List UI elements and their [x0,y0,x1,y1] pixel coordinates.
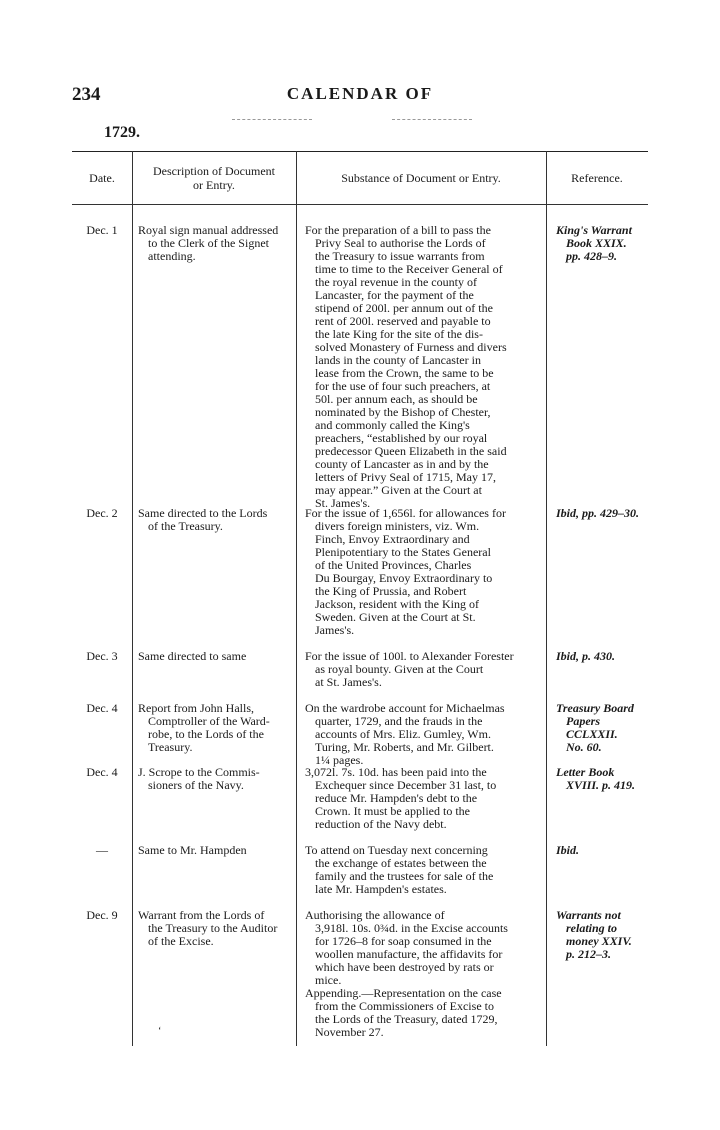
substance-line: reduction of the Navy debt. [315,817,447,831]
reference-line: pp. 428–9. [566,249,617,263]
entry-description [132,844,296,857]
substance-line: Sweden. Given at the Court at St. [315,610,476,624]
substance-line: To attend on Tuesday next concerning [305,843,488,857]
substance-line: 50l. per annum each, as should be [315,392,478,406]
substance-line: the King of Prussia, and Robert [315,584,467,598]
entry-reference [556,650,648,663]
substance-line: lease from the Crown, the same to be [315,366,494,380]
description-line: Same directed to same [138,649,247,663]
entry-date: Dec. 4 [86,701,118,715]
reference-line: CCLXXII. [566,727,618,741]
entry-date: Dec. 1 [86,223,118,237]
entry-substance [305,702,541,767]
substance-line: as royal bounty. Given at the Court [315,662,484,676]
substance-line: the late King for the site of the dis- [315,327,483,341]
column-header-substance: Substance of Document or Entry. [341,170,501,185]
substance-line: letters of Privy Seal of 1715, May 17, [315,470,496,484]
entry-description [132,909,296,948]
substance-line: which have been destroyed by rats or [315,960,494,974]
substance-line: from the Commissioners of Excise to [315,999,494,1013]
description-line: robe, to the Lords of the [148,727,264,741]
entry-substance [305,909,541,1039]
entry-date: Dec. 9 [86,908,118,922]
substance-line: For the issue of 1,656l. for allowances for [305,506,506,520]
substance-line: the Treasury to issue warrants from [315,249,485,263]
substance-line: Exchequer since December 31 last, to [315,778,497,792]
substance-line: Du Bourgay, Envoy Extraordinary to [315,571,493,585]
description-line: Comptroller of the Ward- [148,714,270,728]
substance-line: reduce Mr. Hampden's debt to the [315,791,478,805]
reference-line: Treasury Board [556,701,634,715]
entry-substance [305,507,541,637]
description-line: Treasury. [148,740,193,754]
substance-line: time to time to the Receiver General of [315,262,503,276]
substance-line: 1¼ pages. [315,753,364,767]
substance-line: quarter, 1729, and the frauds in the [315,714,483,728]
entry-description [132,507,296,533]
margin-mark: ‘ [158,1026,162,1037]
reference-line: Ibid, pp. 429–30. [556,506,640,520]
substance-line: stipend of 200l. per annum out of the [315,301,493,315]
entry-reference [556,766,648,792]
substance-line: solved Monastery of Furness and divers [315,340,507,354]
reference-line: Book XXIX. [566,236,627,250]
substance-line: Privy Seal to authorise the Lords of [315,236,486,250]
entry-date: Dec. 4 [86,765,118,779]
entry-description [132,224,296,263]
column-header-description-line: Description of Document [153,163,275,178]
entry-description [132,702,296,754]
entry-date: Dec. 3 [86,649,118,663]
description-line: to the Clerk of the Signet [148,236,269,250]
reference-line: King's Warrant [556,223,632,237]
substance-line: the royal revenue in the county of [315,275,477,289]
substance-line: accounts of Mrs. Eliz. Gumley, Wm. [315,727,491,741]
substance-line: nominated by the Bishop of Chester, [315,405,491,419]
description-line: of the Treasury. [148,519,223,533]
substance-line: at St. James's. [315,675,382,689]
substance-line: late Mr. Hampden's estates. [315,882,447,896]
table-header-rule [72,204,648,205]
entry-reference [556,224,648,263]
header-rule-left [232,119,312,120]
reference-line: relating to [566,921,618,935]
substance-line: Crown. It must be applied to the [315,804,470,818]
reference-line: money XXIV. [566,934,632,948]
description-line: sioners of the Navy. [148,778,244,792]
entry-date: — [96,843,108,857]
year-heading: 1729. [104,124,140,141]
substance-line: For the issue of 100l. to Alexander Forester [305,649,514,663]
reference-line: Warrants not [556,908,621,922]
substance-line: November 27. [315,1025,384,1039]
substance-line: St. James's. [315,496,371,510]
description-line: Warrant from the Lords of [138,908,265,922]
substance-line: rent of 200l. reserved and payable to [315,314,491,328]
header-rule-right [392,119,472,120]
substance-line: Turing, Mr. Roberts, and Mr. Gilbert. [315,740,494,754]
column-divider [296,151,297,1046]
entry-description [132,650,296,663]
substance-line: woollen manufacture, the affidavits for [315,947,503,961]
reference-line: Papers [566,714,600,728]
reference-line: Ibid. [556,843,580,857]
calendar-table [72,151,648,1046]
reference-line: p. 212–3. [566,947,611,961]
column-header-date: Date. [89,170,115,185]
substance-line: for 1726–8 for soap consumed in the [315,934,492,948]
column-header-description-line: or Entry. [193,177,235,192]
column-divider [546,151,547,1046]
substance-line: 3,072l. 7s. 10d. has been paid into the [305,765,487,779]
column-header-description [132,151,296,204]
reference-line: Letter Book [556,765,615,779]
substance-line: the Lords of the Treasury, dated 1729, [315,1012,498,1026]
substance-line: Plenipotentiary to the States General [315,545,491,559]
substance-line: for the use of four such preachers, at [315,379,491,393]
description-line: Report from John Halls, [138,701,254,715]
description-line: Royal sign manual addressed [138,223,279,237]
entry-substance [305,766,541,831]
substance-line: James's. [315,623,355,637]
substance-line: Authorising the allowance of [305,908,445,922]
substance-line: Jackson, resident with the King of [315,597,479,611]
substance-line: preachers, “established by our royal [315,431,488,445]
substance-line: predecessor Queen Elizabeth in the said [315,444,507,458]
substance-line: and commonly called the King's [315,418,470,432]
description-line: Same directed to the Lords [138,506,268,520]
substance-line: lands in the county of Lancaster in [315,353,481,367]
substance-line: 3,918l. 10s. 0¾d. in the Excise accounts [315,921,508,935]
page-number: 234 [72,84,101,105]
entry-reference [556,507,648,520]
description-line: J. Scrope to the Commis- [138,765,260,779]
reference-line: No. 60. [566,740,602,754]
substance-line: the exchange of estates between the [315,856,487,870]
description-line: attending. [148,249,196,263]
reference-line: Ibid, p. 430. [556,649,616,663]
substance-line: family and the trustees for sale of the [315,869,494,883]
substance-line: For the preparation of a bill to pass the [305,223,491,237]
substance-line: Lancaster, for the payment of the [315,288,474,302]
substance-line: may appear.” Given at the Court at [315,483,482,497]
entry-reference [556,702,648,754]
entry-description [132,766,296,792]
entry-date: Dec. 2 [86,506,118,520]
running-title: CALENDAR OF [286,84,434,103]
entry-substance [305,224,541,510]
substance-line: of the United Provinces, Charles [315,558,472,572]
entry-substance [305,844,541,896]
description-line: Same to Mr. Hampden [138,843,247,857]
description-line: the Treasury to the Auditor [148,921,278,935]
substance-line: On the wardrobe account for Michaelmas [305,701,505,715]
description-line: of the Excise. [148,934,214,948]
substance-line: Appending.—Representation on the case [305,986,502,1000]
substance-line: Finch, Envoy Extraordinary and [315,532,470,546]
substance-line: county of Lancaster as in and by the [315,457,489,471]
reference-line: XVIII. p. 419. [566,778,636,792]
substance-line: divers foreign ministers, viz. Wm. [315,519,480,533]
entry-reference [556,844,648,857]
entry-substance [305,650,541,689]
substance-line: mice. [315,973,342,987]
column-header-reference: Reference. [571,170,623,185]
entry-reference [556,909,648,961]
